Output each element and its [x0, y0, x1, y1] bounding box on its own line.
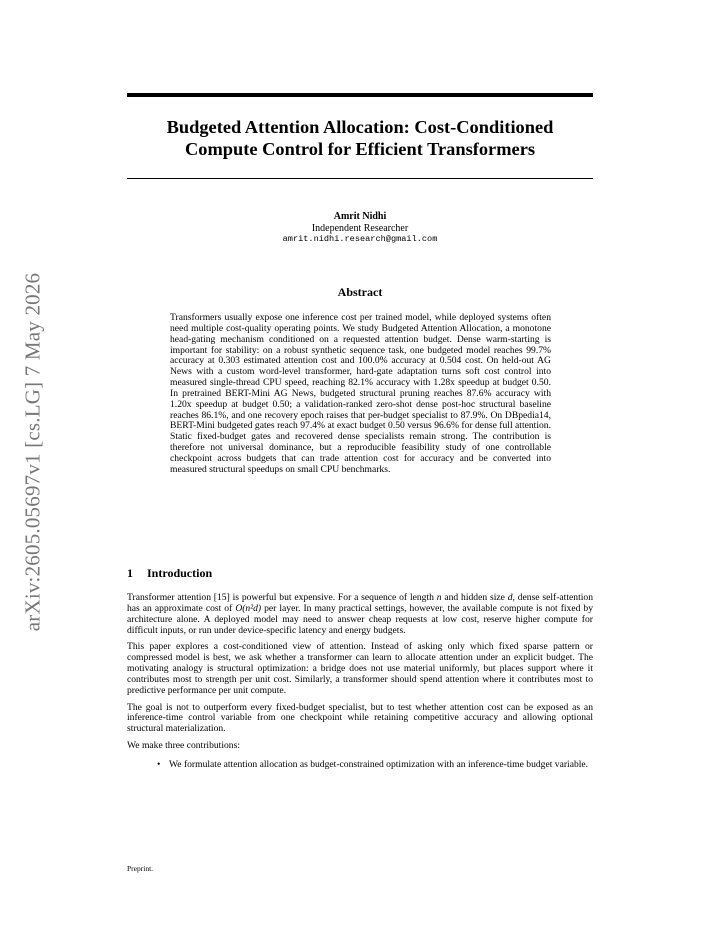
section-title: Introduction: [147, 566, 213, 580]
arxiv-identifier-text: arXiv:2605.05697v1 [cs.LG] 7 May 2026: [20, 272, 45, 632]
math-d: d: [507, 592, 513, 603]
author-name: Amrit Nidhi: [333, 211, 387, 222]
intro-paragraph-3: The goal is not to outperform every fixed-budget specialist, but to test whether attention cost can be exposed as an inference-time control variable from one checkpoint while retaining competitive accuracy and allowing optional structural materialization.: [127, 701, 593, 735]
author-affiliation: Independent Researcher: [311, 223, 409, 234]
math-cost: O(n²d): [235, 602, 262, 614]
p1-text-e: per layer. In many practical settings, however, the available compute is not fixed by architecture alone. A deployed model may need to answer cheap requests at low cost, reserve higher compute for difficult inputs, or run under device-specific latency and energy budgets.: [127, 602, 594, 636]
bullet-text: We formulate attention allocation as budget-constrained optimization with an inference-time budget variable.: [169, 758, 589, 770]
title-top-rule: [127, 93, 593, 97]
math-n: n: [436, 592, 442, 603]
arxiv-side-identifier: [18, 262, 48, 642]
introduction-body: [127, 593, 593, 771]
paper-title: [127, 116, 593, 160]
intro-paragraph-4: We make three contributions:: [127, 740, 240, 752]
preprint-footer: Preprint.: [127, 864, 154, 873]
section-heading-introduction: [127, 566, 593, 580]
abstract-heading: Abstract: [337, 285, 383, 299]
p1-text-a: Transformer attention [15] is powerful but expensive. For a sequence of length: [127, 592, 437, 603]
title-bottom-rule: [127, 178, 593, 179]
author-email: amrit.nidhi.research@gmail.com: [282, 234, 438, 244]
contributions-list: [127, 760, 593, 771]
intro-paragraph-1: [127, 593, 593, 636]
author-block: [127, 211, 593, 245]
p1-text-b: and hidden size: [441, 592, 508, 603]
list-item: [157, 758, 593, 771]
title-line-2: Compute Control for Efficient Transformers: [184, 139, 536, 159]
abstract-text: Transformers usually expose one inference cost per trained model, while deployed systems often need multiple cost-quality operating points. We study Budgeted Attention Allocation, a monotone head-gating mechanism conditioned on a requested attention budget. Dense warm-starting is important for stability: on a robust synthetic sequence task, one budgeted model reaches 99.7% accuracy at 0.303 estimated attention cost and 100.0% accuracy at 0.504 cost. On held-out AG News with a custom word-level transformer, hard-gate adaptation turns soft cost control into measured single-thread CPU speed, reaching 82.1% accuracy with 1.28x speedup at budget 0.50. In pretrained BERT-Mini AG News, budgeted structural pruning reaches 87.6% accuracy with 1.20x speedup at budget 0.50; a validation-ranked zero-shot dense post-hoc structural baseline reaches 86.1%, and one recovery epoch raises that per-budget specialist to 87.9%. On DBpedia14, BERT-Mini budgeted gates reach 97.4% at exact budget 0.50 versus 96.6% for dense full attention. Static fixed-budget gates and recovered dense specialists remain strong. The contribution is therefore not universal dominance, but a reproducible feasibility study of one controllable checkpoint across budgets that can trade attention cost for accuracy and be converted into measured structural speedups on small CPU benchmarks.: [170, 312, 551, 475]
section-number: 1: [127, 566, 133, 580]
bullet-icon: •: [157, 758, 161, 770]
title-line-1: Budgeted Attention Allocation: Cost-Conditioned: [166, 117, 554, 137]
p1-text-c: , dense self-attention has an approximate cost of: [127, 592, 593, 614]
intro-paragraph-2: This paper explores a cost-conditioned view of attention. Instead of asking only which fixed sparse pattern or compressed model is best, we ask whether a transformer can learn to allocate attention under an explicit budget. The motivating analogy is structural optimization: a bridge does not use material uniformly, but places support where it contributes most to strength per unit cost. Similarly, a transformer should spend attention where it contributes most to predictive performance per unit compute.: [127, 641, 593, 696]
